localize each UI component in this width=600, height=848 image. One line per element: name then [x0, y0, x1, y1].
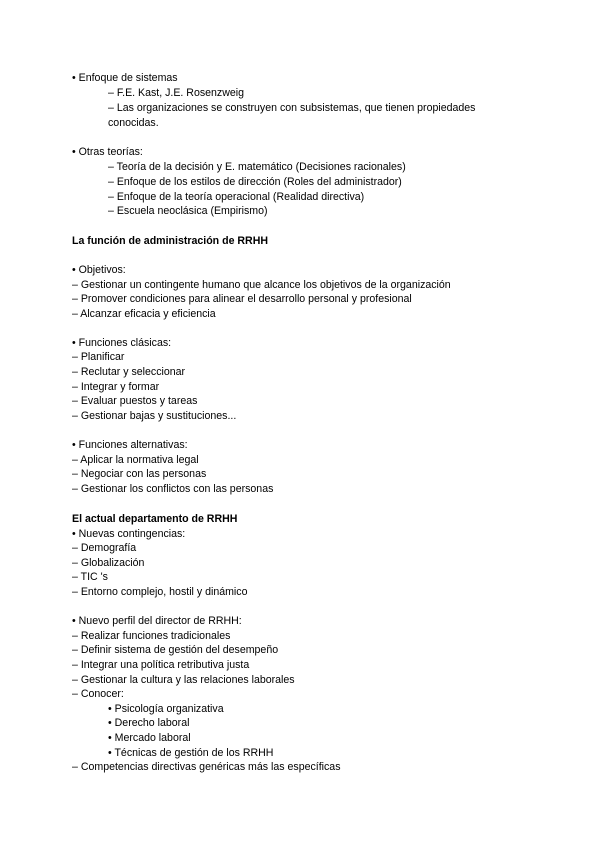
knowledge-item: • Psicología organizativa	[108, 703, 224, 715]
knowledge-item: • Derecho laboral	[108, 717, 190, 729]
section-title: La función de administración de RRHH	[72, 235, 269, 247]
classic-functions-item: – Gestionar bajas y sustituciones...	[72, 410, 237, 422]
profile-item: – Integrar una política retributiva justa	[72, 659, 250, 671]
systems-item: – Las organizaciones se construyen con subsistemas, que tienen propiedades	[108, 102, 476, 114]
profile-item: – Definir sistema de gestión del desempeño	[72, 644, 279, 656]
section-title: El actual departamento de RRHH	[72, 513, 238, 525]
systems-heading: • Enfoque de sistemas	[72, 72, 178, 84]
contingencies-heading: • Nuevas contingencias:	[72, 528, 186, 540]
other-theories-item: – Enfoque de la teoría operacional (Realidad directiva)	[108, 191, 365, 203]
profile-item: – Realizar funciones tradicionales	[72, 630, 231, 642]
systems-item: – F.E. Kast, J.E. Rosenzweig	[108, 87, 245, 99]
alternative-functions-item: – Gestionar los conflictos con las personas	[72, 483, 274, 495]
contingencies-item: – TIC 's	[72, 571, 108, 583]
profile-item: – Conocer:	[72, 688, 124, 700]
other-theories-item: – Teoría de la decisión y E. matemático (Decisiones racionales)	[108, 161, 406, 173]
other-theories-item: – Escuela neoclásica (Empirismo)	[108, 205, 268, 217]
profile-item: – Gestionar la cultura y las relaciones laborales	[72, 674, 295, 686]
profile-item: – Competencias directivas genéricas más las específicas	[72, 761, 341, 773]
alternative-functions-item: – Negociar con las personas	[72, 468, 207, 480]
knowledge-item: • Técnicas de gestión de los RRHH	[108, 747, 274, 759]
alternative-functions-item: – Aplicar la normativa legal	[72, 454, 199, 466]
profile-heading: • Nuevo perfil del director de RRHH:	[72, 615, 242, 627]
classic-functions-heading: • Funciones clásicas:	[72, 337, 172, 349]
objectives-item: – Promover condiciones para alinear el desarrollo personal y profesional	[72, 293, 412, 305]
contingencies-item: – Entorno complejo, hostil y dinámico	[72, 586, 248, 598]
knowledge-item: • Mercado laboral	[108, 732, 191, 744]
classic-functions-item: – Planificar	[72, 351, 125, 363]
systems-item: conocidas.	[108, 117, 159, 129]
objectives-item: – Alcanzar eficacia y eficiencia	[72, 308, 216, 320]
contingencies-item: – Globalización	[72, 557, 145, 569]
objectives-item: – Gestionar un contingente humano que alcance los objetivos de la organización	[72, 279, 451, 291]
objectives-heading: • Objetivos:	[72, 264, 126, 276]
other-theories-heading: • Otras teorías:	[72, 146, 143, 158]
classic-functions-item: – Evaluar puestos y tareas	[72, 395, 198, 407]
other-theories-item: – Enfoque de los estilos de dirección (Roles del administrador)	[108, 176, 402, 188]
alternative-functions-heading: • Funciones alternativas:	[72, 439, 188, 451]
contingencies-item: – Demografía	[72, 542, 137, 554]
classic-functions-item: – Integrar y formar	[72, 381, 160, 393]
classic-functions-item: – Reclutar y seleccionar	[72, 366, 186, 378]
